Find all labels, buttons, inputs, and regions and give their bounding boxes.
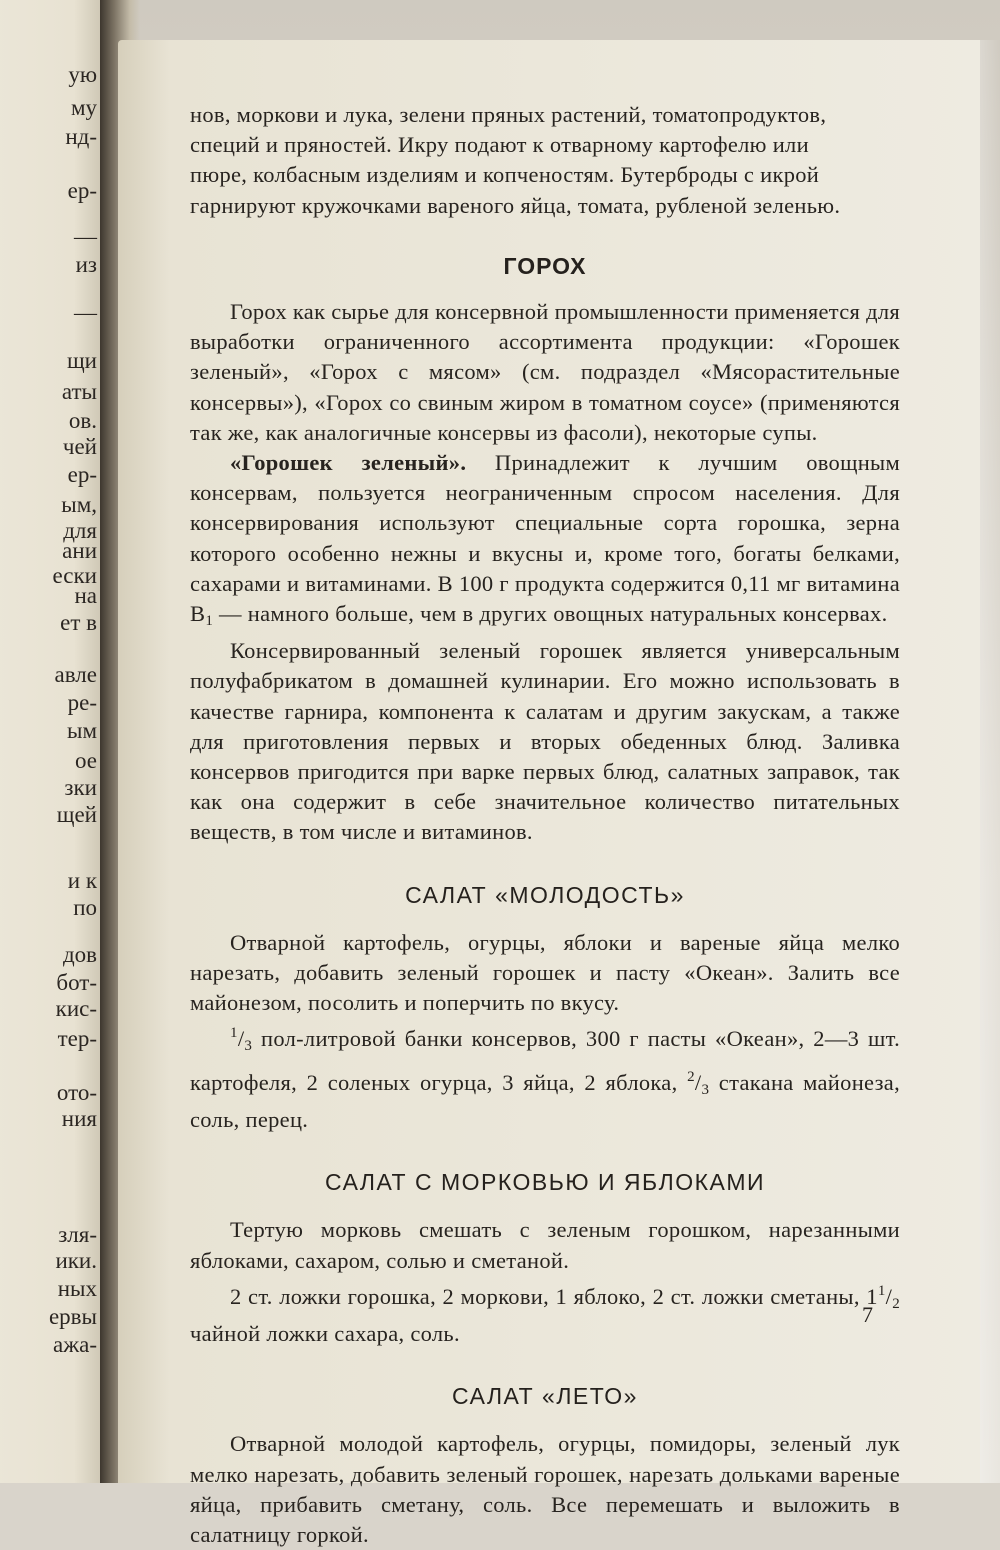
paragraph: Отварной картофель, огурцы, яблоки и вареные яйца мелко нарезать, добавить зеленый горошек и пасту «Океан». Залить все майонезом, посолить и поперчить по вкусу.	[190, 929, 900, 1016]
left-page-fragment: ет в	[60, 610, 97, 635]
left-page-fragment: нд-	[65, 124, 97, 149]
section-title-morkov: САЛАТ С МОРКОВЬЮ И ЯБЛОКАМИ	[324, 1169, 766, 1196]
left-page-fragment: ных	[57, 1276, 97, 1301]
left-page-fragment: бот-	[56, 970, 97, 995]
paragraph-text: Принадлежит к лучшим овощным консервам, пользуется неограниченным спросом населения. Для консервирования используют специальные сорта горошка, зерна которого особенно нежны и вкусны и, кроме того, богаты белками, сахарами и витаминами. В 100 г продукта содержится 0,11 мг витамина B	[190, 450, 900, 627]
left-page-fragment: ески	[52, 563, 97, 588]
left-page-fragment: ер-	[67, 462, 97, 487]
subscript: 1	[205, 613, 214, 630]
bold-term: «Горошек зеленый».	[230, 450, 467, 476]
left-page-fragment: и к	[67, 868, 97, 893]
left-page-fragment: авле	[54, 662, 97, 687]
left-page-fragment: тер-	[57, 1026, 97, 1051]
paragraph: Горох как сырье для консервной промышленности применяется для выработки ограниченного ассортимента продукции: «Горошек зеленый», «Горох с мясом» (см. подраздел «Мясорастительные консервы»), «Горох со свиным жиром в томатном соусе» (применяются так же, как аналогичные консервы из фасоли), некоторые супы.	[190, 299, 900, 445]
left-page-fragment: ым	[66, 718, 97, 743]
paragraph-text: — намного больше, чем в других овощных натуральных консервах.	[213, 601, 888, 627]
left-page-fragment: ер-	[67, 178, 97, 203]
paragraph	[190, 448, 900, 636]
fraction-denominator: 3	[244, 1038, 253, 1055]
paragraph: $^1/_3$ пол-литровой банки консервов, 300 г пасты «Океан», 2—3 шт. картофеля, 2 соленых огурца, 3 яйца, 2 яблока, $^2/_3$ стакана майонеза, соль, перец.	[190, 1025, 900, 1132]
paragraph-text: чайной ложки сахара, соль.	[190, 1320, 460, 1346]
left-page-fragment: —	[74, 224, 97, 249]
left-page-fragment: ервы	[48, 1304, 97, 1329]
page-text	[190, 100, 900, 1550]
left-page-fragment: ую	[68, 62, 97, 87]
section-title-leto: САЛАТ «ЛЕТО»	[452, 1383, 638, 1410]
left-page-fragment: для	[63, 518, 97, 543]
left-page-fragment: зки	[64, 775, 97, 800]
page-number: 7	[862, 1302, 873, 1327]
paragraph-text: стакана майонеза, соль, перец.	[190, 1069, 900, 1132]
left-page-fragment: чей	[62, 434, 97, 459]
left-page-fragment: му	[70, 95, 97, 120]
fraction-denominator: 3	[701, 1081, 710, 1098]
fraction-denominator: 2	[892, 1295, 900, 1312]
left-page-fragment: из	[75, 252, 97, 277]
left-page-fragment: щи	[66, 348, 97, 373]
left-page-fragment: ов.	[68, 408, 97, 433]
section-title-goroh: ГОРОХ	[503, 252, 587, 279]
section-title-molodost: САЛАТ «МОЛОДОСТЬ»	[405, 881, 685, 908]
left-page-fragment: ики.	[55, 1248, 97, 1273]
paragraph-text: пол-литровой банки консервов, 300 г пасты «Океан», 2—3 шт. картофеля, 2 соленых огурца, 3 яйца, 2 яблока,	[190, 1026, 900, 1095]
left-page-fragment: щей	[56, 802, 97, 827]
left-page-fragment: на	[74, 583, 97, 608]
fraction-numerator: 1	[230, 1025, 238, 1042]
left-page-fragment: ажа-	[53, 1332, 97, 1357]
left-page-fragment: ым,	[61, 492, 97, 517]
paragraph: Тертую морковь смешать с зеленым горошком, нарезанными яблоками, сахаром, солью и сметаной.	[190, 1217, 900, 1273]
left-page-fragment: дов	[62, 942, 97, 967]
left-page-fragment: аты	[61, 379, 97, 404]
left-page-edge	[0, 0, 110, 1483]
paragraph-text: 2 ст. ложки горошка, 2 моркови, 1 яблоко, 2 ст. ложки сметаны, 1	[230, 1283, 878, 1309]
fraction-numerator: 2	[687, 1068, 695, 1085]
paragraph: 2 ст. ложки горошка, 2 моркови, 1 яблоко, 2 ст. ложки сметаны, $1^1/_2$ чайной ложки сахара, соль.	[190, 1282, 900, 1346]
intro-line: специй и пряностей. Икру подают к отварному картофелю или	[190, 132, 809, 158]
intro-line: нов, моркови и лука, зелени пряных растений, томатопродуктов,	[190, 102, 827, 127]
fraction-numerator: 1	[877, 1282, 886, 1299]
intro-line: гарнируют кружочками вареного яйца, томата, рубленой зеленью.	[190, 192, 841, 218]
left-page-fragment: по	[73, 895, 97, 920]
left-page-fragment: ния	[61, 1106, 97, 1131]
intro-line: пюре, колбасным изделиям и копченостям. Бутерброды с икрой	[190, 162, 820, 188]
left-page-fragment: зля-	[58, 1222, 97, 1247]
left-page-fragment: кис-	[55, 996, 97, 1021]
paragraph: Консервированный зеленый горошек является универсальным полуфабрикатом в домашней кулинарии. Его можно использовать в качестве гарнира, компонента к салатам и другим закускам, а также для приготовления первых и вторых обеденных блюд. Заливка консервов пригодится при варке первых блюд, салатных заправок, так как она содержит в себе значительное количество питательных веществ, в том числе и витаминов.	[190, 638, 900, 845]
left-page-fragment: ре-	[67, 690, 97, 715]
left-page-fragment: ото-	[56, 1080, 97, 1105]
left-page-fragment: —	[74, 300, 97, 325]
left-page-fragment: ани	[62, 538, 97, 563]
left-page-fragment: ое	[75, 748, 97, 773]
paragraph: Отварной молодой картофель, огурцы, помидоры, зеленый лук мелко нарезать, добавить зеленый горошек, нарезать дольками вареные яйца, прибавить сметану, соль. Все перемешать и выложить в салатницу горкой.	[190, 1431, 900, 1547]
